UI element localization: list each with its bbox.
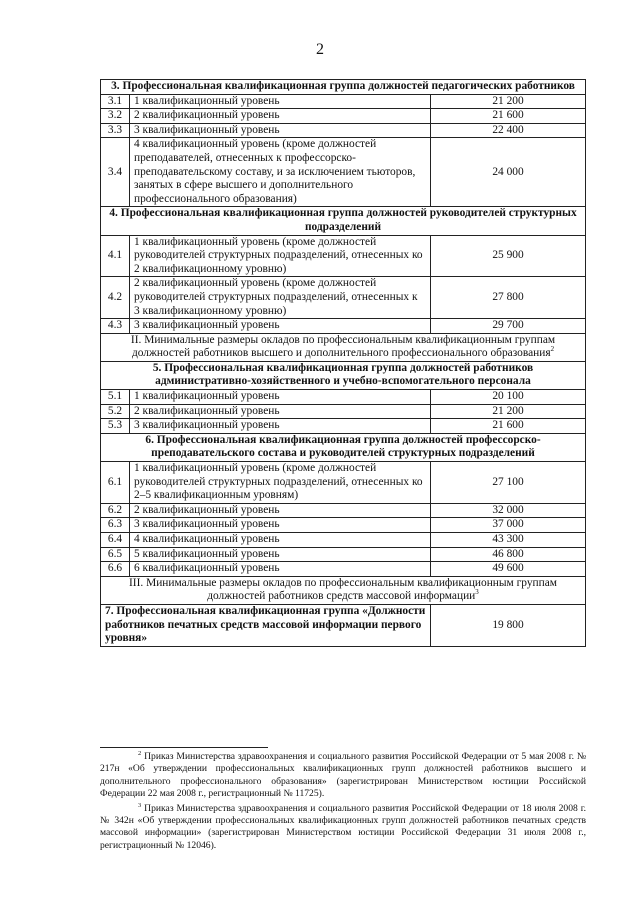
row-name: 4 квалификационный уровень <box>130 533 431 548</box>
group-header-row <box>101 433 586 461</box>
footnote <box>100 803 586 853</box>
row-name: 5 квалификационный уровень <box>130 547 431 562</box>
footnote <box>100 751 586 801</box>
row-name: 2 квалификационный уровень <box>130 503 431 518</box>
footnote-mark: 2 <box>138 749 142 757</box>
row-name: 1 квалификационный уровень <box>130 94 431 109</box>
table-row <box>101 277 586 319</box>
row-number: 6.2 <box>101 503 130 518</box>
table-row <box>101 562 586 577</box>
row-value: 22 400 <box>431 123 586 138</box>
row-number: 5.3 <box>101 419 130 434</box>
footnote-ref: 2 <box>550 345 555 354</box>
table-row <box>101 604 586 646</box>
footnote-divider <box>100 747 268 748</box>
table-row <box>101 138 586 207</box>
footnote-ref: 3 <box>475 588 479 597</box>
row-number: 4.2 <box>101 277 130 319</box>
row-name: 2 квалификационный уровень (кроме должностей руководителей структурных подразделений, отнесенных к 3 квалификационному уровню) <box>130 277 431 319</box>
section-3-title <box>101 576 586 604</box>
row-value: 32 000 <box>431 503 586 518</box>
row-value: 29 700 <box>431 319 586 334</box>
row-number: 6.5 <box>101 547 130 562</box>
table-row <box>101 109 586 124</box>
footnote-mark: 3 <box>138 801 142 809</box>
row-number: 5.1 <box>101 390 130 405</box>
group-header-row <box>101 80 586 95</box>
row-number: 4.1 <box>101 235 130 277</box>
page-number: 2 <box>316 41 324 58</box>
table-row <box>101 390 586 405</box>
row-number: 6.1 <box>101 462 130 504</box>
row-number: 6.6 <box>101 562 130 577</box>
section-3-text: III. Минимальные размеры окладов по профессиональным квалификационным группам должностей работников средств массовой информации <box>129 576 557 603</box>
row-number: 5.2 <box>101 404 130 419</box>
row-number: 6.3 <box>101 518 130 533</box>
row-name: 1 квалификационный уровень (кроме должностей руководителей структурных подразделений, отнесенных ко 2–5 квалификационным уровням) <box>130 462 431 504</box>
footnote-text: Приказ Министерства здравоохранения и социального развития Российской Федерации от 5 мая 2008 г. № 217н «Об утверждении профессиональных квалификационных групп должностей работников высшего и дополнительного профессионального образования» (зарегистрирован Министерством юстиции Российской Федерации 22 мая 2008 г., регистрационный № 11725). <box>100 751 586 800</box>
row-name: 2 квалификационный уровень <box>130 404 431 419</box>
row-value: 27 800 <box>431 277 586 319</box>
row-name: 4 квалификационный уровень (кроме должностей преподавателей, отнесенных к профессорско-преподавательскому составу, и за исключением тьюторов, занятых в сфере высшего и дополнительного профессионального образования) <box>130 138 431 207</box>
table-row <box>101 518 586 533</box>
group-4-title: 4. Профессиональная квалификационная группа должностей руководителей структурных подразделений <box>101 207 586 235</box>
section-2-text: II. Минимальные размеры окладов по профессиональным квалификационным группам должностей работников высшего и дополнительного профессионального образования <box>130 333 556 360</box>
row-value: 43 300 <box>431 533 586 548</box>
row-number: 3.3 <box>101 123 130 138</box>
footnotes <box>100 751 586 854</box>
table-row <box>101 94 586 109</box>
group-7-value: 19 800 <box>431 604 586 646</box>
row-value: 27 100 <box>431 462 586 504</box>
table-row <box>101 503 586 518</box>
row-value: 37 000 <box>431 518 586 533</box>
row-name: 3 квалификационный уровень <box>130 319 431 334</box>
group-3-title: 3. Профессиональная квалификационная группа должностей педагогических работников <box>101 80 586 95</box>
table-row <box>101 547 586 562</box>
row-name: 1 квалификационный уровень (кроме должностей руководителей структурных подразделений, отнесенных ко 2 квалификационному уровню) <box>130 235 431 277</box>
row-value: 21 600 <box>431 109 586 124</box>
row-number: 3.2 <box>101 109 130 124</box>
group-header-row <box>101 361 586 389</box>
row-value: 49 600 <box>431 562 586 577</box>
table-row <box>101 533 586 548</box>
section-header-row <box>101 333 586 361</box>
footnote-text: Приказ Министерства здравоохранения и социального развития Российской Федерации от 18 июля 2008 г. № 342н «Об утверждении профессиональных квалификационных групп должностей работников печатных средств массовой информации» (зарегистрирован Министерством юстиции Российской Федерации 31 июля 2008 г., регистрационный № 12046). <box>100 802 586 851</box>
group-header-row <box>101 207 586 235</box>
group-7-name: 7. Профессиональная квалификационная группа «Должности работников печатных средств массовой информации первого уровня» <box>101 604 431 646</box>
row-number: 4.3 <box>101 319 130 334</box>
table-row <box>101 235 586 277</box>
row-name: 3 квалификационный уровень <box>130 123 431 138</box>
group-6-title: 6. Профессиональная квалификационная группа должностей профессорско-преподавательского состава и руководителей структурных подразделений <box>101 433 586 461</box>
row-value: 25 900 <box>431 235 586 277</box>
row-number: 3.4 <box>101 138 130 207</box>
section-2-title <box>101 333 586 361</box>
row-value: 24 000 <box>431 138 586 207</box>
row-value: 20 100 <box>431 390 586 405</box>
row-number: 3.1 <box>101 94 130 109</box>
section-header-row <box>101 576 586 604</box>
row-value: 21 200 <box>431 94 586 109</box>
row-number: 6.4 <box>101 533 130 548</box>
table-row <box>101 419 586 434</box>
row-name: 6 квалификационный уровень <box>130 562 431 577</box>
group-5-title: 5. Профессиональная квалификационная группа должностей работников административно-хозяйственного и учебно-вспомогательного персонала <box>101 361 586 389</box>
table-row <box>101 404 586 419</box>
row-name: 2 квалификационный уровень <box>130 109 431 124</box>
row-value: 21 600 <box>431 419 586 434</box>
salary-table <box>100 79 586 647</box>
row-name: 3 квалификационный уровень <box>130 419 431 434</box>
row-name: 1 квалификационный уровень <box>130 390 431 405</box>
row-name: 3 квалификационный уровень <box>130 518 431 533</box>
table-row <box>101 462 586 504</box>
row-value: 21 200 <box>431 404 586 419</box>
row-value: 46 800 <box>431 547 586 562</box>
table-row <box>101 123 586 138</box>
table-row <box>101 319 586 334</box>
